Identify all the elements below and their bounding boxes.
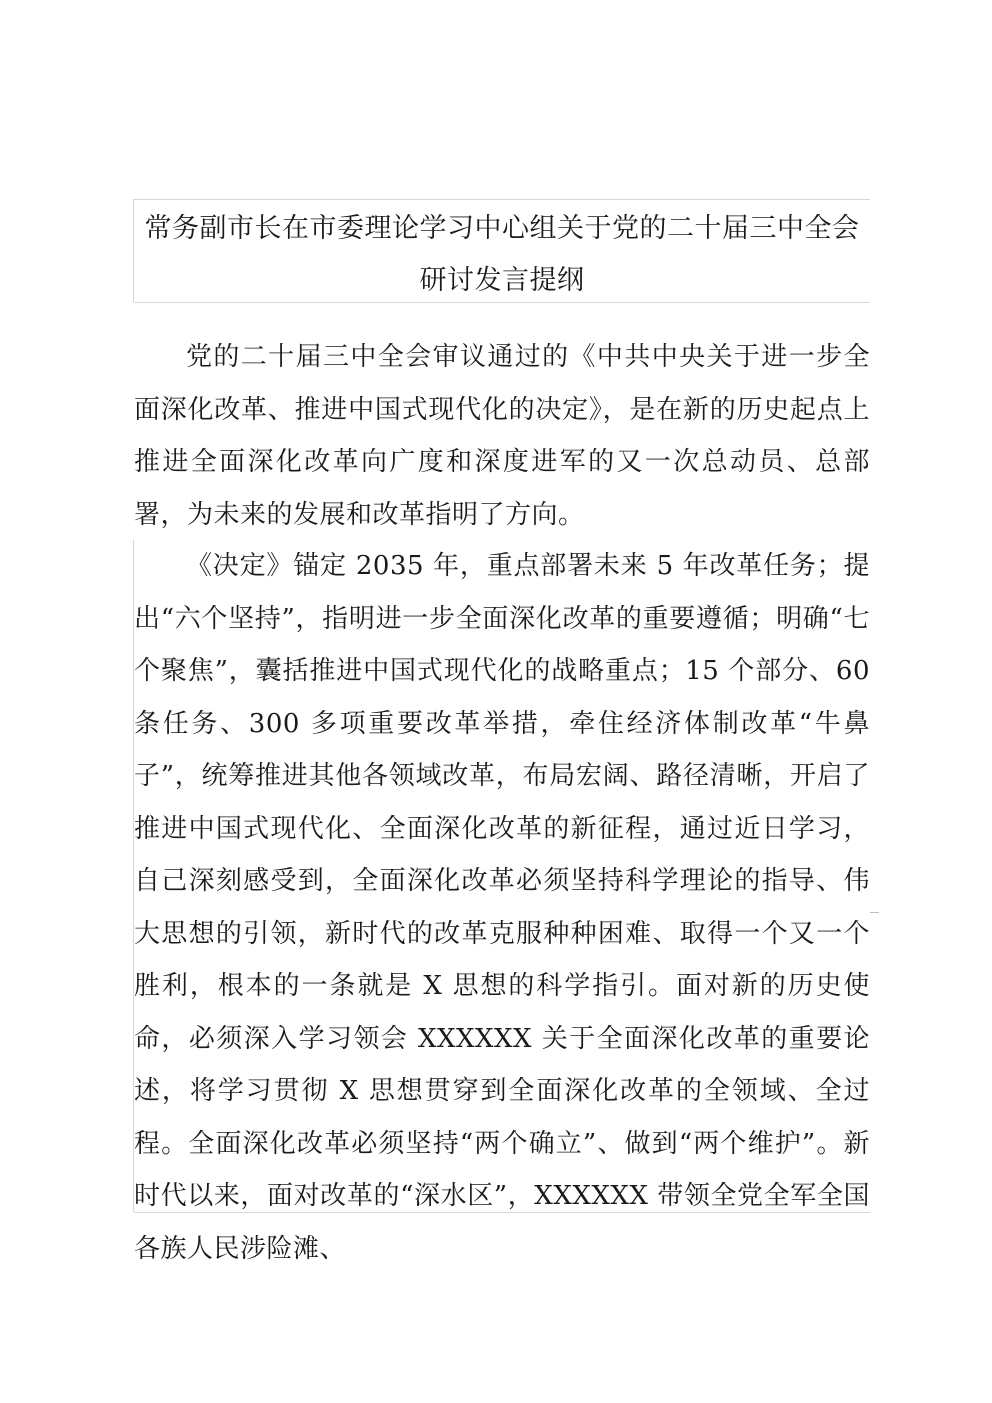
title-top-rule — [134, 199, 870, 200]
paragraph-1: 党的二十届三中全会审议通过的《中共中央关于进一步全面深化改革、推进中国式现代化的决定》，是在新的历史起点上推进全面深化改革向广度和深度进军的又一次总动员、总部署，为未来的发展和改革指明了方向。 — [134, 342, 870, 530]
margin-tick — [870, 912, 879, 913]
paragraph-2: 《决定》锚定 2035 年，重点部署未来 5 年改革任务；提出“六个坚持”，指明进一步全面深化改革的重要遵循；明确“七个聚焦”，囊括推进中国式现代化的战略重点；15 个部分、60 条任务、300 多项重要改革举措，牵住经济体制改革“牛鼻子”，统筹推进其他各领域改革，布局宏阔、路径清晰，开启了推进中国式现代化、全面深化改革的新征程，通过近日学习，自己深刻感受到，全面深化改革必须坚持科学理论的指导、伟大思想的引领，新时代的改革克服种种困难、取得一个又一个胜利，根本的一条就是 X 思想的科学指引。面对新的历史使命，必须深入学习领会 XXXXXX 关于全面深化改革的重要论述，将学习贯彻 X 思想贯穿到全面深化改革的全领域、全过程。全面深化改革必须坚持“两个确立”、做到“两个维护”。新时代以来，面对改革的“深水区”，XXXXXX 带领全党全军全国各族人民涉险滩、 — [134, 551, 870, 1264]
document-title: 常务副市长在市委理论学习中心组关于党的二十届三中全会研讨发言提纲 — [144, 213, 860, 296]
